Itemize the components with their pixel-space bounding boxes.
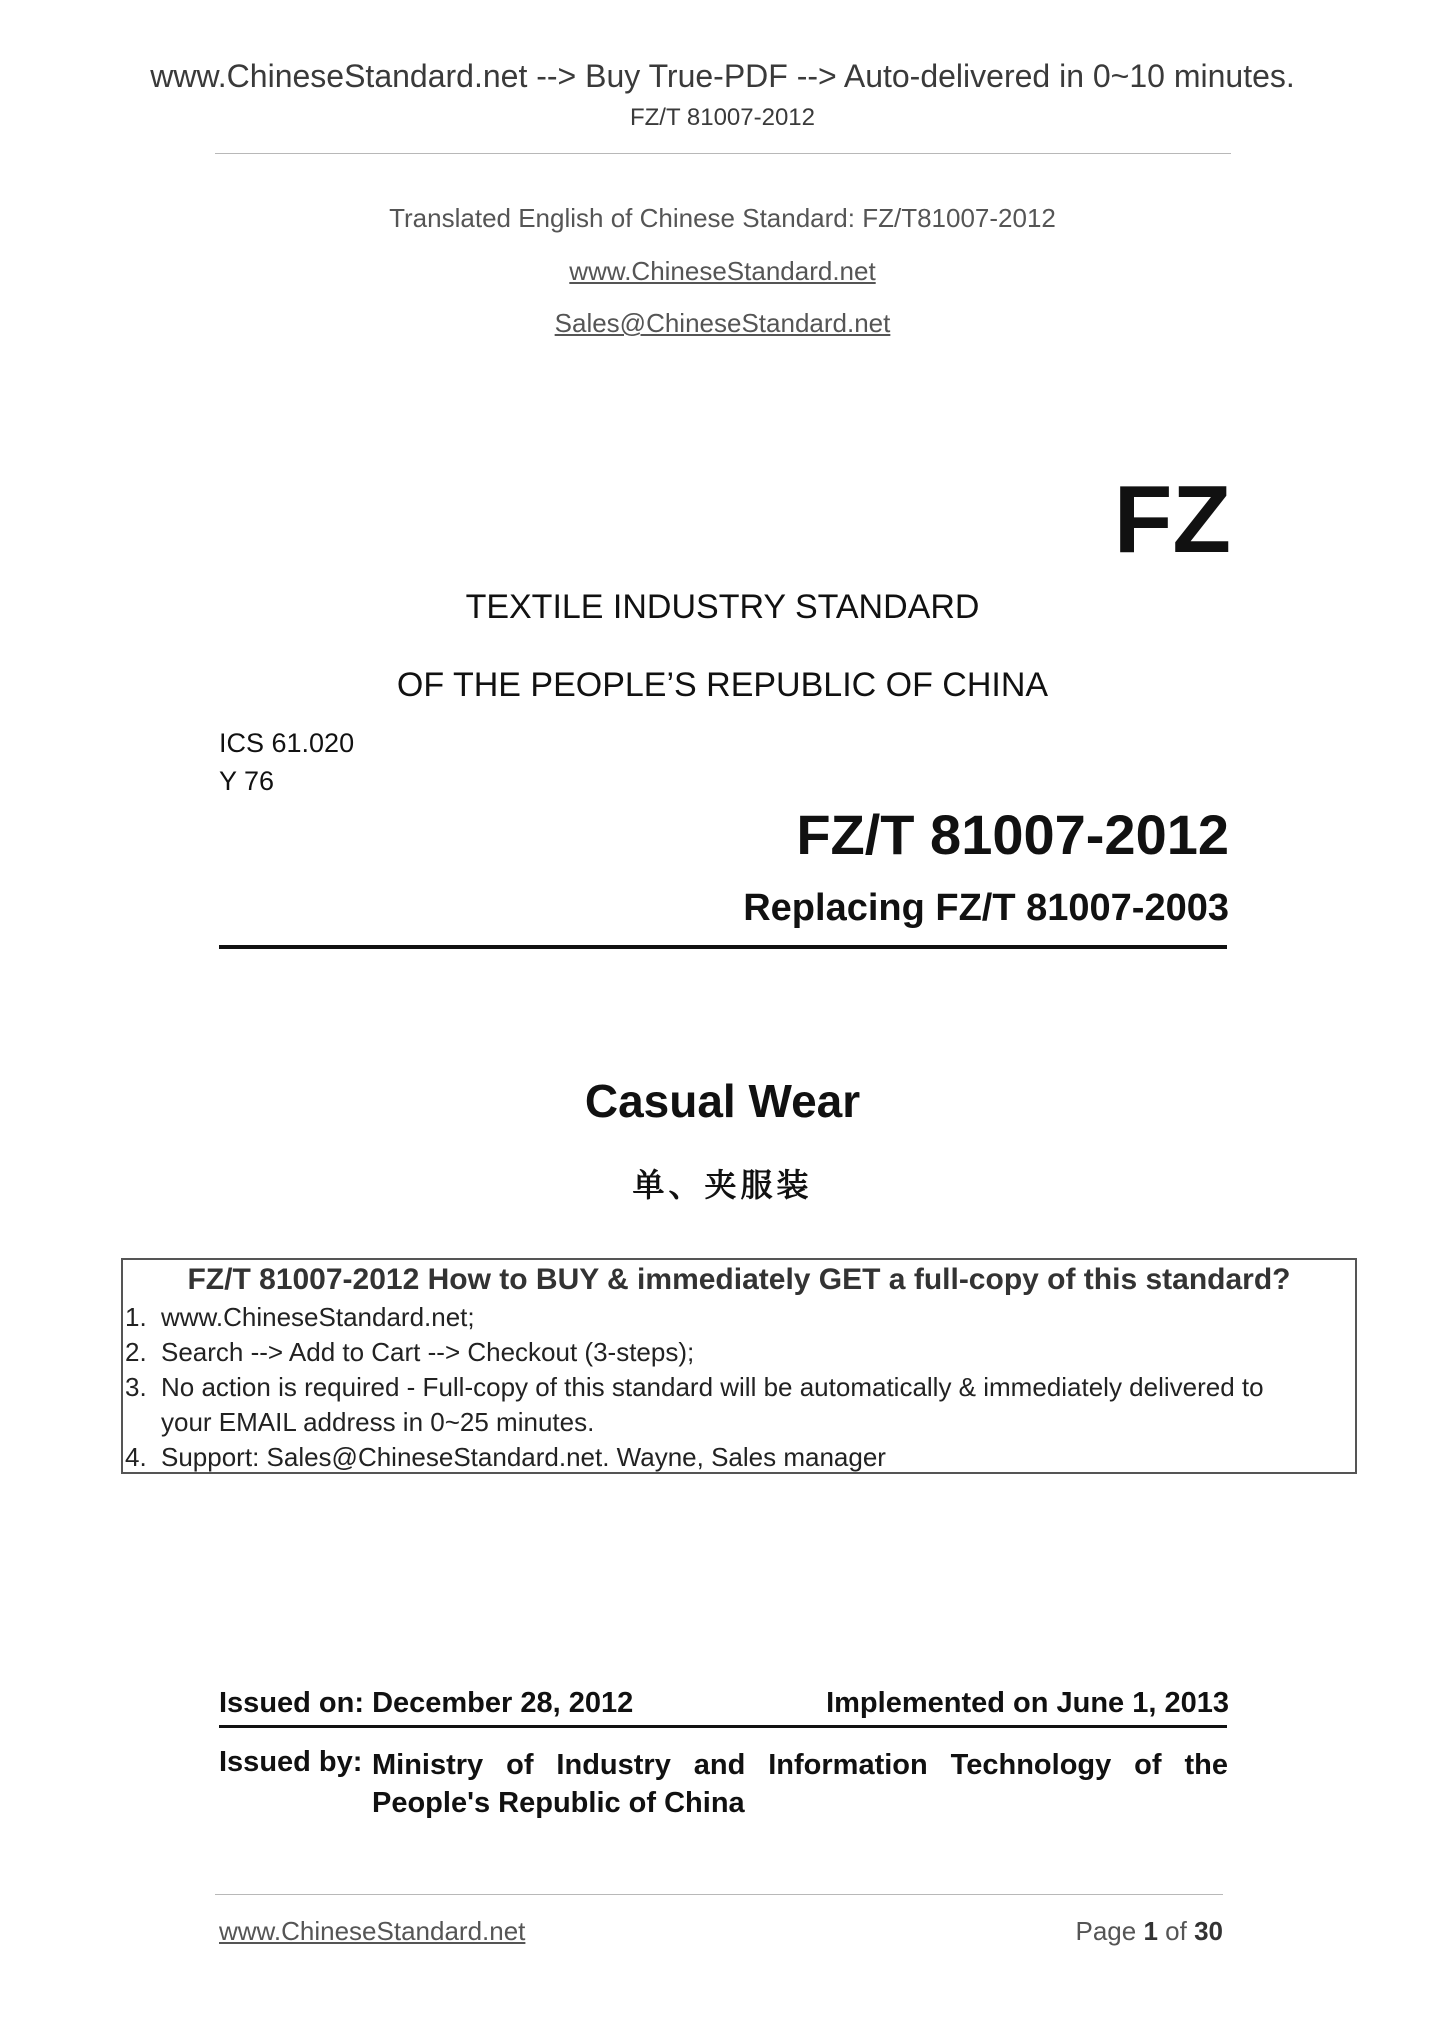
issued-on-date: Issued on: December 28, 2012 xyxy=(219,1687,634,1719)
step-number: 3. xyxy=(125,1372,147,1402)
footer-divider xyxy=(215,1894,1223,1895)
issued-by-label: Issued by: xyxy=(219,1746,363,1778)
list-item xyxy=(121,1370,1264,1405)
step-text: www.ChineseStandard.net; xyxy=(161,1302,475,1332)
step-number: 2. xyxy=(125,1337,147,1367)
standard-number: FZ/T 81007-2012 xyxy=(796,803,1229,866)
header-divider xyxy=(215,153,1231,154)
of-label: of xyxy=(1165,1916,1187,1946)
page-indicator xyxy=(1075,1916,1223,1947)
step-text: Search --> Add to Cart --> Checkout (3-steps); xyxy=(161,1337,695,1367)
list-item xyxy=(121,1300,1264,1335)
purchase-info-title: FZ/T 81007-2012 How to BUY & immediately GET a full-copy of this standard? xyxy=(187,1263,1291,1296)
cover-divider xyxy=(219,945,1227,949)
standard-category-line2: OF THE PEOPLE’S REPUBLIC OF CHINA xyxy=(396,666,1049,704)
issued-by-authority: Ministry of Industry and Information Technology of the People's Republic of China xyxy=(372,1749,1228,1819)
list-item-continuation: your EMAIL address in 0~25 minutes. xyxy=(161,1407,595,1437)
footer-site-link[interactable]: www.ChineseStandard.net xyxy=(219,1916,526,1946)
current-page: 1 xyxy=(1143,1916,1158,1946)
site-link-wrapper xyxy=(0,256,1445,287)
site-link[interactable]: www.ChineseStandard.net xyxy=(569,256,876,286)
step-text: No action is required - Full-copy of this standard will be automatically & immediately delivered to xyxy=(161,1372,1264,1402)
standard-prefix: FZ xyxy=(1113,466,1231,573)
header-standard-code: FZ/T 81007-2012 xyxy=(629,104,815,131)
list-item xyxy=(121,1335,1264,1370)
purchase-steps-list xyxy=(121,1300,1264,1475)
document-title: Casual Wear xyxy=(584,1075,861,1127)
translated-notice: Translated English of Chinese Standard: FZ/T81007-2012 xyxy=(389,203,1056,233)
classification-code: Y 76 xyxy=(219,766,275,796)
list-item xyxy=(121,1440,1264,1475)
email-link[interactable]: Sales@ChineseStandard.net xyxy=(554,308,891,338)
step-text: Support: Sales@ChineseStandard.net. Wayne, Sales manager xyxy=(161,1442,886,1472)
page-label: Page xyxy=(1075,1916,1137,1946)
standard-category-line1: TEXTILE INDUSTRY STANDARD xyxy=(465,588,980,626)
step-number: 1. xyxy=(125,1302,147,1332)
replacing-standard: Replacing FZ/T 81007-2003 xyxy=(743,887,1229,929)
implemented-date: Implemented on June 1, 2013 xyxy=(826,1687,1229,1719)
ics-code: ICS 61.020 xyxy=(219,728,355,758)
issue-divider xyxy=(219,1725,1227,1728)
document-title-chinese: 单、夹服装 xyxy=(632,1166,813,1204)
email-link-wrapper xyxy=(0,308,1445,339)
top-banner: www.ChineseStandard.net --> Buy True-PDF --> Auto-delivered in 0~10 minutes. xyxy=(150,58,1295,94)
step-number: 4. xyxy=(125,1442,147,1472)
total-pages: 30 xyxy=(1194,1916,1223,1946)
